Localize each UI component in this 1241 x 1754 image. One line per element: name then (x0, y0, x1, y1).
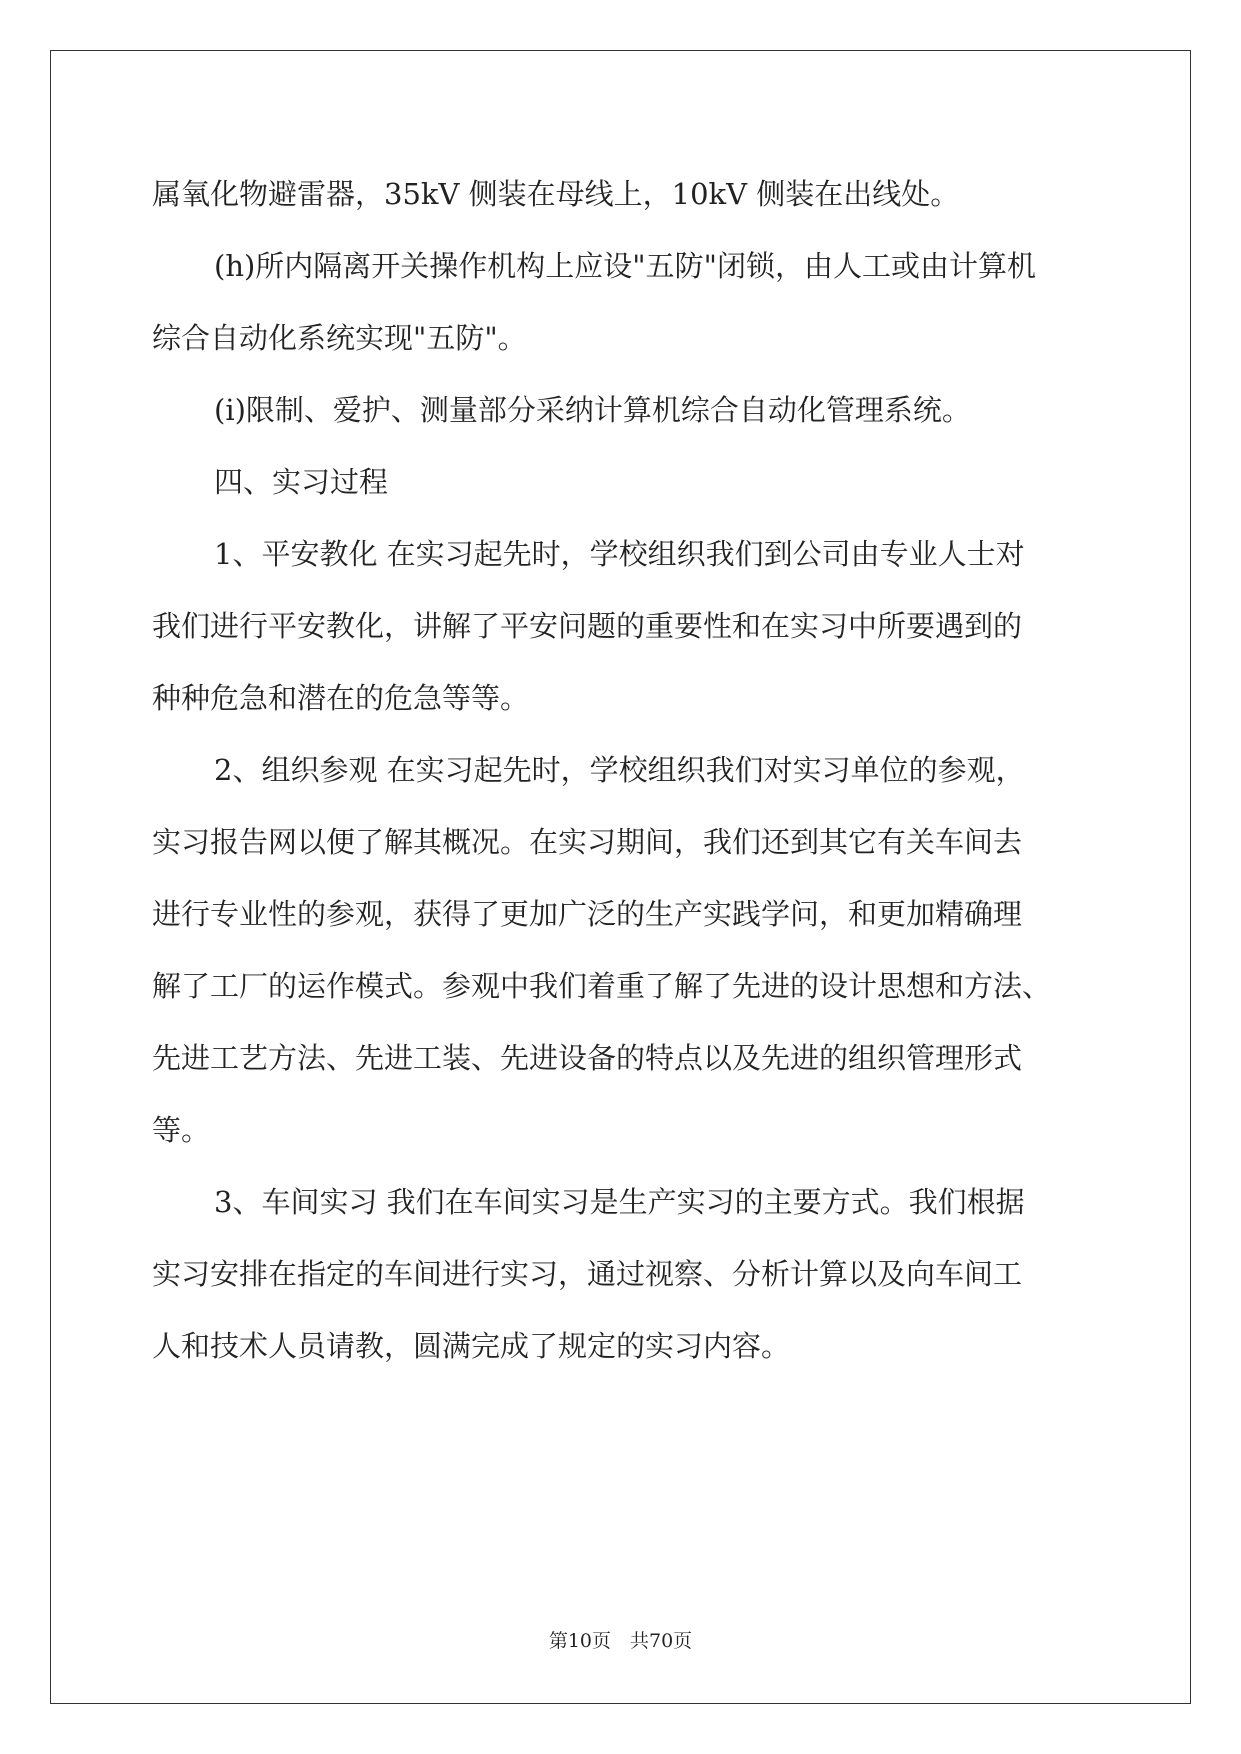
text-line: 解了工厂的运作模式。参观中我们着重了解了先进的设计思想和方法、 (152, 969, 1052, 1003)
text-line: 种种危急和潜在的危急等等。 (152, 681, 530, 715)
text-line: 2、组织参观 在实习起先时，学校组织我们对实习单位的参观， (214, 753, 1025, 787)
text-line: 属氧化物避雷器，35kV 侧装在母线上，10kV 侧装在出线处。 (152, 177, 960, 211)
text-line: 先进工艺方法、先进工装、先进设备的特点以及先进的组织管理形式 (152, 1041, 1023, 1075)
text-line: 等。 (152, 1113, 211, 1147)
text-line: 综合自动化系统实现"五防"。 (152, 321, 527, 355)
text-line: (i)限制、爱护、测量部分采纳计算机综合自动化管理系统。 (214, 393, 971, 427)
section-heading: 四、实习过程 (214, 465, 389, 499)
text-line: 实习报告网以便了解其概况。在实习期间，我们还到其它有关车间去 (152, 825, 1023, 859)
text-line: 1、平安教化 在实习起先时，学校组织我们到公司由专业人士对 (214, 537, 1025, 571)
text-line: 人和技术人员请教，圆满完成了规定的实习内容。 (152, 1329, 791, 1363)
text-line: 实习安排在指定的车间进行实习，通过视察、分析计算以及向车间工 (152, 1257, 1023, 1291)
text-line: 3、车间实习 我们在车间实习是生产实习的主要方式。我们根据 (214, 1185, 1025, 1219)
text-line: 我们进行平安教化，讲解了平安问题的重要性和在实习中所要遇到的 (152, 609, 1023, 643)
text-line: (h)所内隔离开关操作机构上应设"五防"闭锁，由人工或由计算机 (214, 249, 1036, 283)
text-line: 进行专业性的参观，获得了更加广泛的生产实践学问，和更加精确理 (152, 897, 1023, 931)
page-number: 第10页 共70页 (548, 1630, 693, 1652)
document-body (152, 158, 1092, 1382)
